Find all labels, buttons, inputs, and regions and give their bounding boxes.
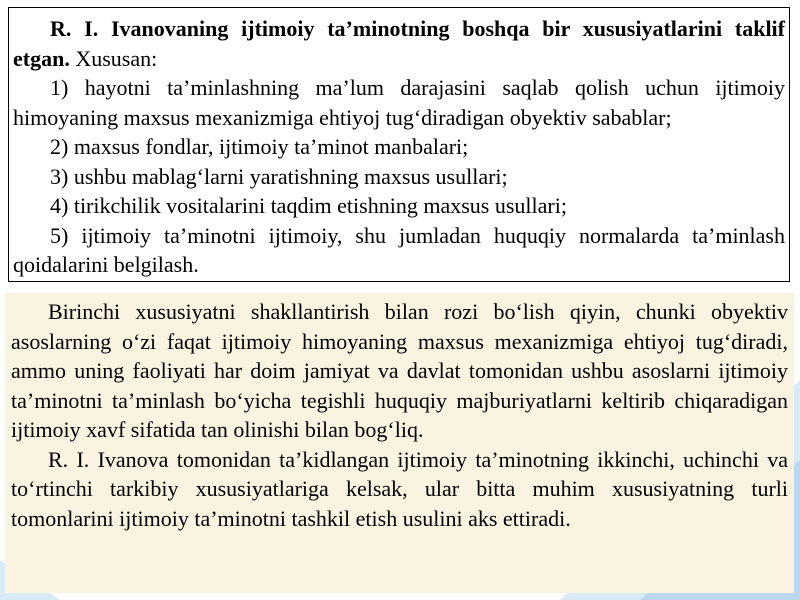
list-item: 3) ushbu mablag‘larni yaratishning maxsus usullari; [50,163,508,189]
list-item: 5) ijtimoiy ta’minotni ijtimoiy, shu jumladan huquqiy normalarda ta’minlash qoidalarini belgilash. [13,222,785,277]
intro-rest-text: Xususan: [69,45,158,71]
list-item: 4) tirikchilik vositalarini taqdim etishning maxsus usullari; [50,193,567,218]
commentary-paragraph: R. I. Ivanova tomonidan ta’kidlangan ijtimoiy ta’minotning ikkinchi, uchinchi va to‘rtinchi tarkibiy xususiyatlariga kelsak, ular bitta muhim xususiyatning turli tomonlarini ijtimoiy ta’minotni tashkil etish usulini aks ettiradi. [11,446,788,531]
commentary-paragraph: Birinchi xususiyatni shakllantirish bilan rozi bo‘lish qiyin, chunki obyektiv asoslarning o‘zi faqat ijtimoiy himoyaning maxsus mexanizmiga ehtiyoj tug‘diradi, ammo uning faoliyati har doim jamiyat va davlat tomonidan ushbu asoslarni ijtimoiy ta’minotni ta’minlash bo‘yicha tegishli huquqiy majburiyatlarni keltirib chiqaradigan ijtimoiy xavf sifatida tan olinishi bilan bog‘liq. [11,299,788,442]
list-item: 1) hayotni ta’minlashning ma’lum darajasini saqlab qolish uchun ijtimoiy himoyaning maxsus mexanizmiga ehtiyoj tug‘diradigan obyektiv sabablar; [13,75,785,130]
intro-bold-text: R. I. Ivanovaning ijtimoiy ta’minotning boshqa bir xususiyatlarini taklif etgan. [13,16,785,71]
intro-paragraph [13,14,785,73]
list-item: 2) maxsus fondlar, ijtimoiy ta’minot manbalari; [50,134,469,159]
commentary-box [5,293,794,593]
definition-box [8,7,790,282]
